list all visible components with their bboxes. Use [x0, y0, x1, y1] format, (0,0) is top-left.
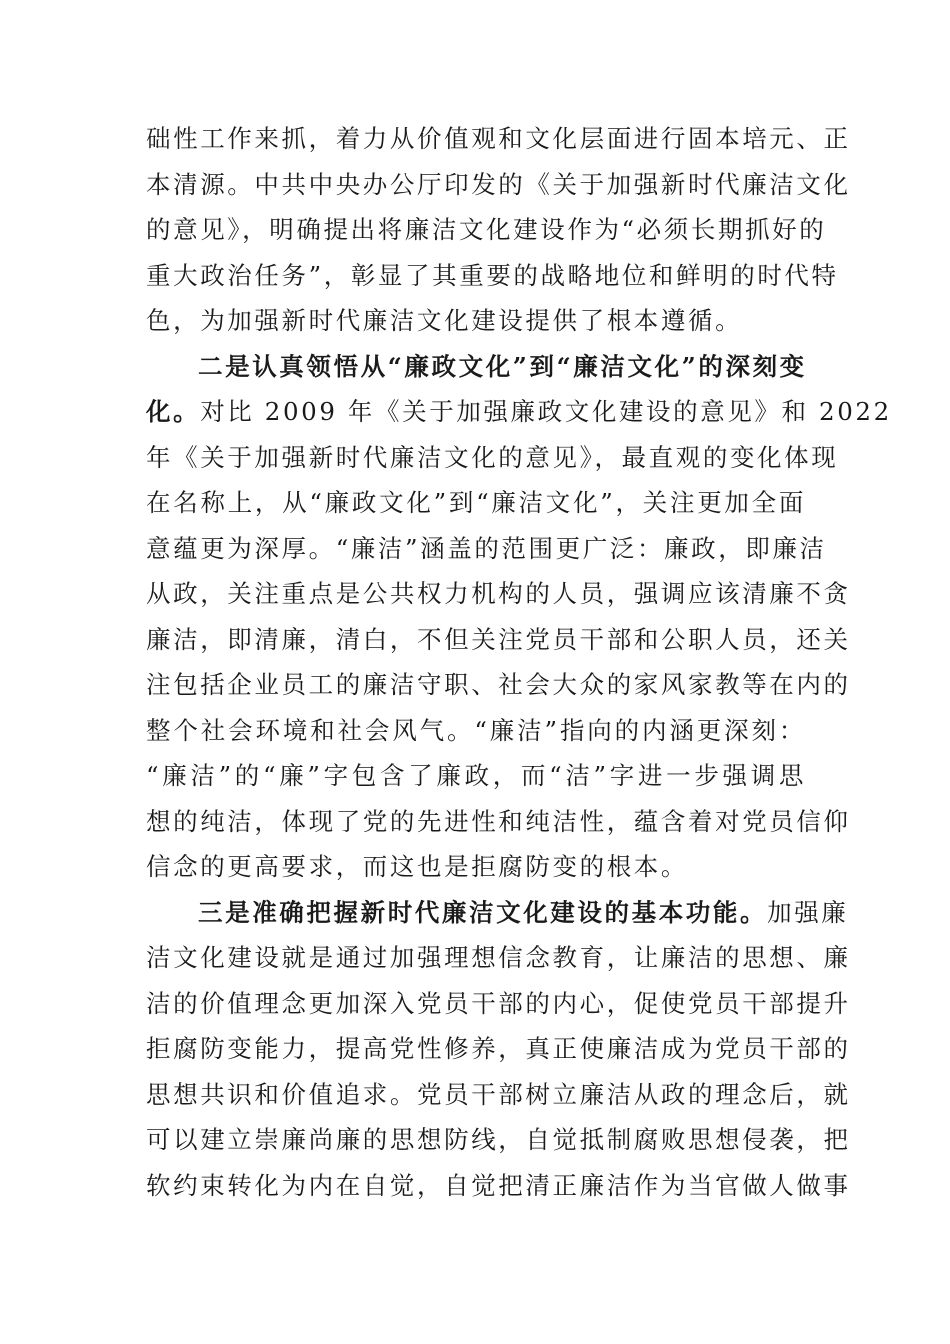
text-line: 洁文化建设就是通过加强理想信念教育，让廉洁的思想、廉: [146, 943, 851, 972]
text-line: 本清源。中共中央办公厅印发的《关于加强新时代廉洁文化: [146, 169, 851, 199]
text-line: 意蕴更为深厚。“廉洁”涵盖的范围更广泛：廉政，即廉洁: [146, 533, 827, 563]
text-line: 础性工作来抓，着力从价值观和文化层面进行固本培元、正: [146, 124, 851, 153]
paragraph-3: [146, 890, 851, 1209]
text-line: [146, 389, 892, 435]
text-line: 洁的价值理念更加深入党员干部的内心，促使党员干部提升: [146, 988, 851, 1018]
paragraph-1: [146, 116, 851, 344]
paragraph-lead: 二是认真领悟从“廉政文化”到“廉洁文化”的深刻变: [198, 351, 807, 381]
paragraph-lead: 化。: [146, 397, 201, 426]
text-line: [146, 890, 849, 936]
text-line: 重大政治任务”，彰显了其重要的战略地位和鲜明的时代特: [146, 260, 839, 290]
text-line: 思想共识和价值追求。党员干部树立廉洁从政的理念后，就: [146, 1079, 851, 1109]
text-line: 的意见》，明确提出将廉洁文化建设作为“必须长期抓好的: [146, 215, 827, 244]
text-line: 信念的更高要求，而这也是拒腐防变的根本。: [146, 852, 688, 881]
text-line: 从政，关注重点是公共权力机构的人员，强调应该清廉不贪: [146, 579, 851, 608]
text-line: 可以建立崇廉尚廉的思想防线，自觉抵制腐败思想侵袭，把: [146, 1125, 851, 1154]
text-line: 在名称上，从“廉政文化”到“廉洁文化”，关注更加全面: [146, 488, 806, 517]
document-body: [146, 116, 892, 1208]
paragraph-lead: 三是准确把握新时代廉洁文化建设的基本功能。: [198, 897, 768, 927]
paragraph-2: [146, 344, 892, 890]
text-line: 整个社会环境和社会风气。“廉洁”指向的内涵更深刻：: [146, 715, 806, 745]
text-line: 廉洁，即清廉，清白，不但关注党员干部和公职人员，还关: [146, 624, 851, 654]
text-line: 拒腐防变能力，提高党性修养，真正使廉洁成为党员干部的: [146, 1034, 851, 1063]
text-line: 色，为加强新时代廉洁文化建设提供了根本遵循。: [146, 306, 743, 335]
text-line-content: 加强廉: [767, 897, 849, 927]
text-line: “廉洁”的“廉”字包含了廉政，而“洁”字进一步强调思: [146, 761, 806, 790]
text-line: 注包括企业员工的廉洁守职、社会大众的家风家教等在内的: [146, 670, 851, 699]
text-line: 想的纯洁，体现了党的先进性和纯洁性，蕴含着对党员信仰: [146, 806, 851, 836]
text-line: 年《关于加强新时代廉洁文化的意见》，最直观的变化体现: [146, 442, 839, 472]
text-line-content: 对比 2009 年《关于加强廉政文化建设的意见》和 2022: [200, 397, 892, 426]
text-line: 软约束转化为内在自觉，自觉把清正廉洁作为当官做人做事: [146, 1170, 851, 1200]
